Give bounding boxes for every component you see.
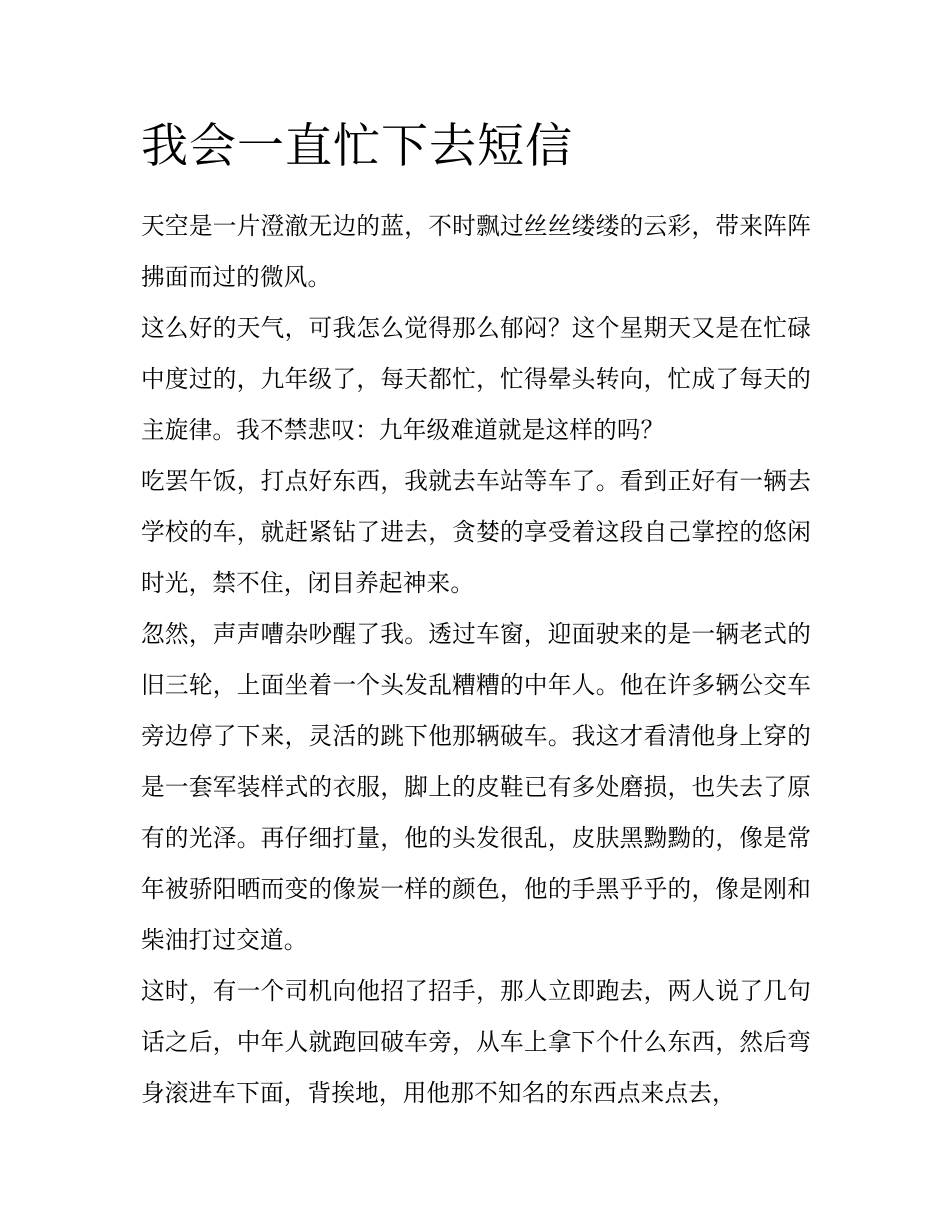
paragraph-4: 忽然，声声嘈杂吵醒了我。透过车窗，迎面驶来的是一辆老式的旧三轮，上面坐着一个头发乱糟糟的中年人。他在许多辆公交车旁边停了下来，灵活的跳下他那辆破车。我这才看清他身上穿的是一套军装样式的衣服，脚上的皮鞋已有多处磨损，也失去了原有的光泽。再仔细打量，他的头发很乱，皮肤黑黝黝的，像是常年被骄阳晒而变的像炭一样的颜色，他的手黑乎乎的，像是刚和柴油打过交道。: [141, 620, 811, 954]
paragraph-3: 吃罢午饭，打点好东西，我就去车站等车了。看到正好有一辆去学校的车，就赶紧钻了进去，贪婪的享受着这段自己掌控的悠闲时光，禁不住，闭目养起神来。: [141, 467, 811, 597]
paragraph-1: 天空是一片澄澈无边的蓝，不时飘过丝丝缕缕的云彩，带来阵阵拂面而过的微风。: [141, 212, 811, 291]
paragraph-2: 这么好的天气，可我怎么觉得那么郁闷？这个星期天又是在忙碌中度过的，九年级了，每天都忙，忙得晕头转向，忙成了每天的主旋律。我不禁悲叹：九年级难道就是这样的吗？: [141, 314, 811, 444]
paragraph-5: 这时，有一个司机向他招了招手，那人立即跑去，两人说了几句话之后，中年人就跑回破车旁，从车上拿下个什么东西，然后弯身滚进车下面，背挨地，用他那不知名的东西点来点去，: [141, 977, 811, 1107]
document-title: 我会一直忙下去短信: [141, 119, 573, 174]
document-body: [141, 116, 811, 1119]
